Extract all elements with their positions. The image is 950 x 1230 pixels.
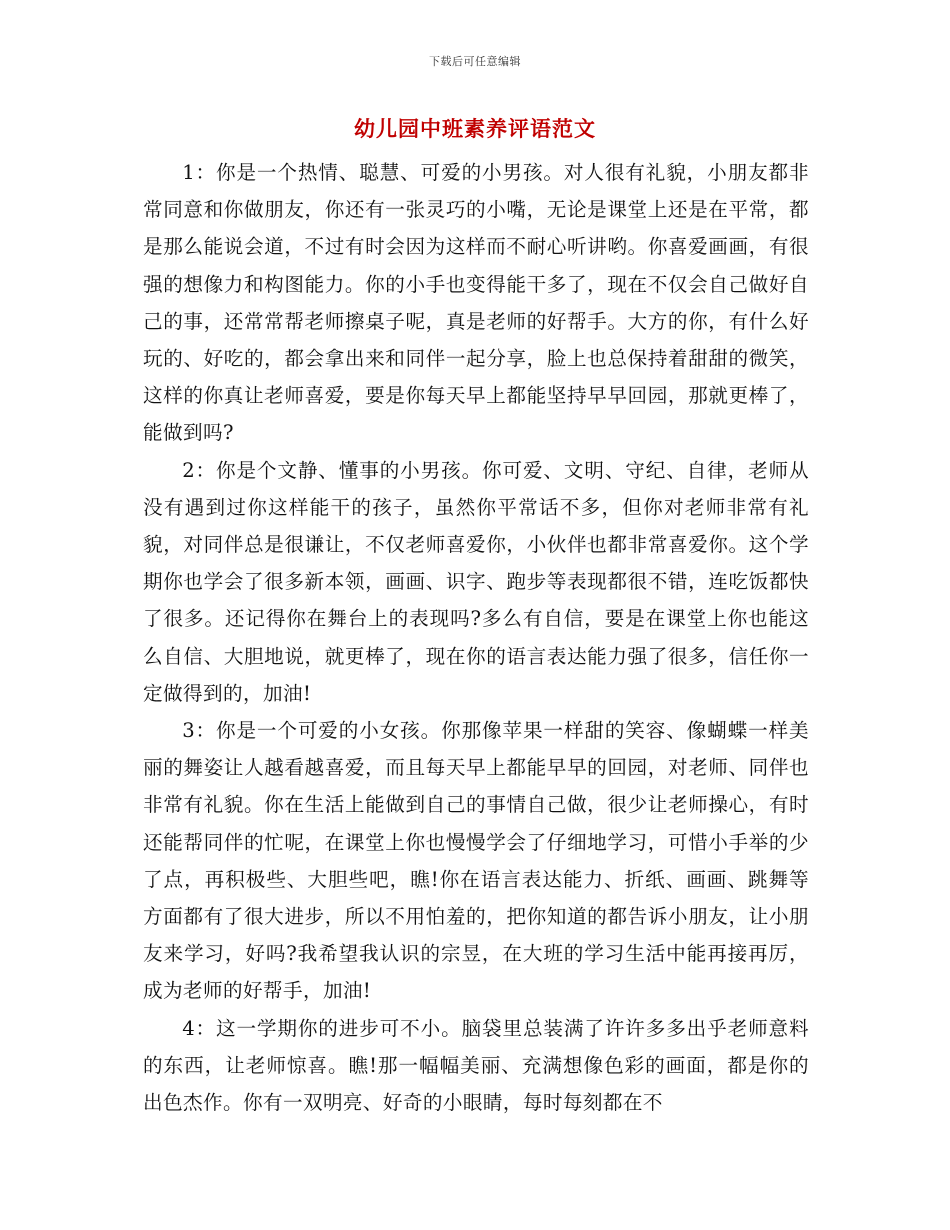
paragraph-3: 3：你是一个可爱的小女孩。你那像苹果一样甜的笑容、像蝴蝶一样美丽的舞姿让人越看越喜爱，而且每天早上都能早早的回园，对老师、同伴也非常有礼貌。你在生活上能做到自己的事情自己做，很少让老师操心，有时还能帮同伴的忙呢，在课堂上你也慢慢学会了仔细地学习，可惜小手举的少了点，再积极些、大胆些吧，瞧!你在语言表达能力、折纸、画画、跳舞等方面都有了很大进步，所以不用怕羞的，把你知道的都告诉小朋友，让小朋友来学习，好吗?我希望我认识的宗昱，在大班的学习生活中能再接再厉，成为老师的好帮手，加油! xyxy=(143,719,809,1003)
paragraph-1: 1：你是一个热情、聪慧、可爱的小男孩。对人很有礼貌，小朋友都非常同意和你做朋友，你还有一张灵巧的小嘴，无论是课堂上还是在平常，都是那么能说会道，不过有时会因为这样而不耐心听讲哟。你喜爱画画，有很强的想像力和构图能力。你的小手也变得能干多了，现在不仅会自己做好自己的事，还常常帮老师擦桌子呢，真是老师的好帮手。大方的你，有什么好玩的、好吃的，都会拿出来和同伴一起分享，脸上也总保持着甜甜的微笑，这样的你真让老师喜爱，要是你每天早上都能坚持早早回园，那就更棒了，能做到吗? xyxy=(143,161,809,445)
paragraph-2: 2：你是个文静、懂事的小男孩。你可爱、文明、守纪、自律，老师从没有遇到过你这样能干的孩子，虽然你平常话不多，但你对老师非常有礼貌，对同伴总是很谦让，不仅老师喜爱你，小伙伴也都非常喜爱你。这个学期你也学会了很多新本领，画画、识字、跑步等表现都很不错，连吃饭都快了很多。还记得你在舞台上的表现吗?多么有自信，要是在课堂上你也能这么自信、大胆地说，就更棒了，现在你的语言表达能力强了很多，信任你一定做得到的，加油! xyxy=(143,458,809,705)
document-title: 幼儿园中班素养评语范文 xyxy=(354,116,596,141)
header-note: 下载后可任意编辑 xyxy=(429,55,521,68)
paragraph-4: 4：这一学期你的进步可不小。脑袋里总装满了许许多多出乎老师意料的东西，让老师惊喜。瞧!那一幅幅美丽、充满想像色彩的画面，都是你的出色杰作。你有一双明亮、好奇的小眼睛，每时每刻都在不 xyxy=(143,1016,809,1115)
document-body xyxy=(143,154,809,1121)
